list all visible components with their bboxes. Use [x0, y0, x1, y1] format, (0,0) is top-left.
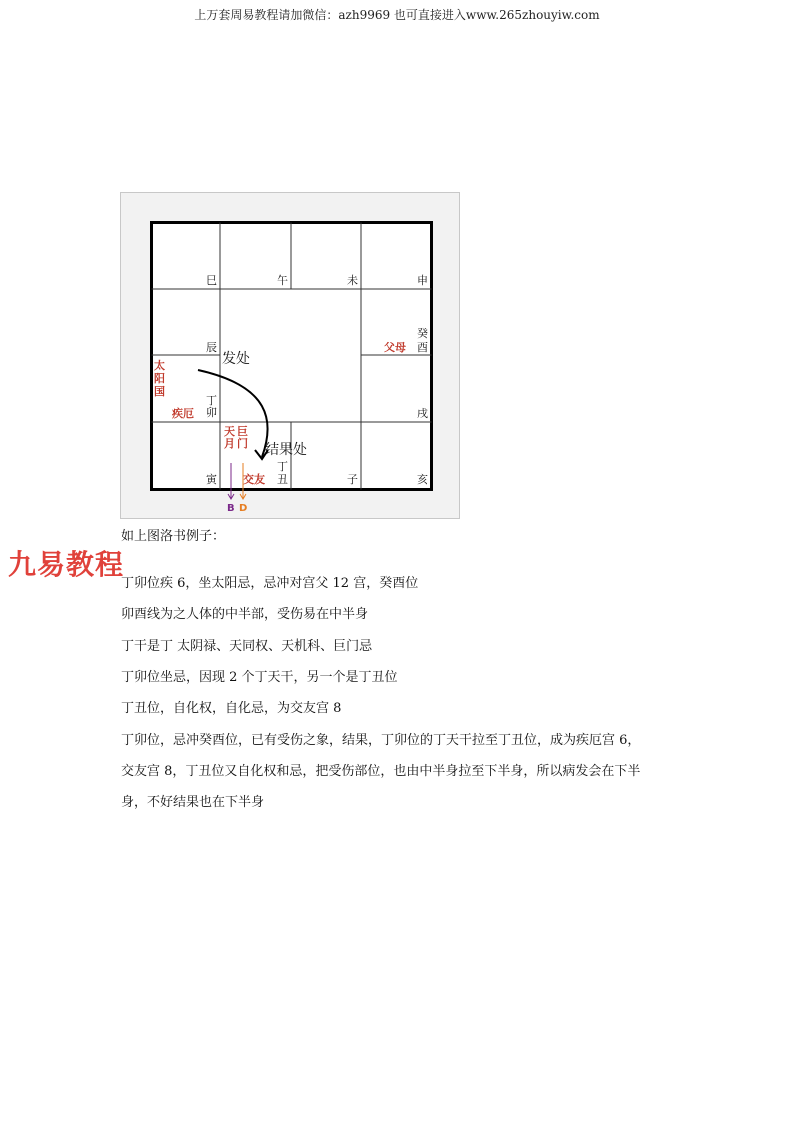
star-tianji-1: 天	[224, 425, 235, 438]
paragraph-line: 身，不好结果也在下半身	[121, 795, 265, 810]
branch-wu: 午	[277, 274, 288, 287]
paragraph-line: 丁丑位，自化权，自化忌，为交友宫 8	[121, 701, 342, 716]
branch-xu: 戌	[417, 407, 428, 420]
palace-jiaoyou: 交友	[243, 473, 265, 486]
paragraph-line: 交友宫 8，丁丑位又自化权和忌，把受伤部位，也由中半身拉至下半身，所以病发会在下半	[121, 764, 641, 779]
star-jumen-1: 巨	[237, 425, 248, 438]
marker-b: B	[227, 503, 235, 514]
palace-fumu: 父母	[384, 341, 406, 354]
branch-mao: 卯	[206, 406, 217, 419]
star-taiyang-1: 太	[154, 359, 165, 372]
branch-zi: 子	[347, 473, 358, 486]
paragraph-line: 丁卯位，忌冲癸酉位，已有受伤之象，结果，丁卯位的丁天干拉至丁丑位，成为疾厄宫 6，	[121, 733, 641, 748]
ziwei-chart	[150, 221, 433, 521]
ziwei-chart-svg	[150, 221, 433, 521]
paragraph-line: 丁干是丁 太阴禄、天同权、天机科、巨门忌	[121, 639, 373, 654]
watermark-logo: 九易教程	[8, 548, 125, 581]
figure-caption: 如上图洛书例子：	[121, 529, 226, 544]
branch-shen: 申	[417, 274, 428, 287]
branch-chen: 辰	[206, 341, 217, 354]
branch-you: 酉	[417, 341, 428, 354]
star-taiyang-3: 国	[154, 385, 165, 398]
paragraph-line: 丁卯位坐忌，因现 2 个丁天干，另一个是丁丑位	[121, 670, 398, 685]
branch-hai: 亥	[417, 473, 428, 486]
stem-gui: 癸	[417, 327, 428, 340]
marker-d: D	[239, 503, 248, 514]
branch-wei: 未	[347, 274, 358, 287]
branch-si: 巳	[206, 274, 217, 287]
star-jumen-2: 门	[237, 437, 248, 450]
label-start: 发处	[222, 351, 250, 367]
branch-yin: 寅	[206, 473, 217, 486]
star-taiyang-2: 阳	[154, 372, 165, 385]
label-end: 结果处	[265, 442, 307, 458]
stem-ding-chou: 丁	[277, 460, 288, 473]
page-header: 上万套周易教程请加微信：azh9969 也可直接进入www.265zhouyiw.com	[194, 8, 600, 22]
branch-chou: 丑	[277, 473, 288, 486]
palace-jie: 疾厄	[172, 407, 194, 420]
paragraph-line: 卯酉线为之人体的中半部，受伤易在中半身	[121, 607, 369, 622]
stem-ding-mao: 丁	[206, 394, 217, 407]
paragraph-line: 丁卯位疾 6，坐太阳忌，忌冲对宫父 12 宫，癸酉位	[121, 576, 419, 591]
star-tianji-2: 月	[224, 437, 235, 450]
